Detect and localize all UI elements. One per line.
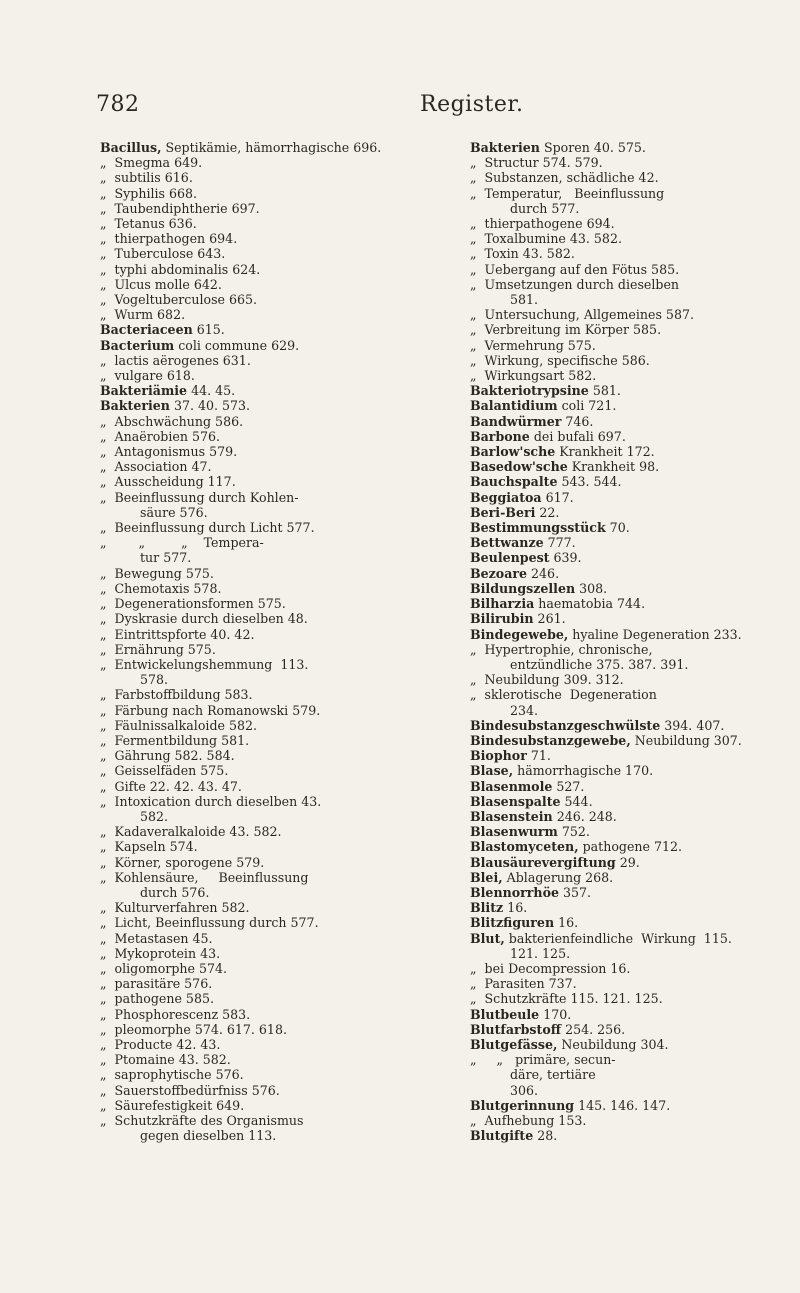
entry-headword: Bettwanze xyxy=(470,535,544,551)
index-subentry: „ vulgare 618. xyxy=(100,368,195,384)
entry-headword: Barlow'sche xyxy=(470,444,556,460)
entry-headword: Blutfarbstoff xyxy=(470,1021,562,1037)
index-subentry: „ Farbstoffbildung 583. xyxy=(100,687,253,703)
index-subentry: „ Untersuchung, Allgemeines 587. xyxy=(470,307,694,323)
index-continuation: entzündliche 375. 387. 391. xyxy=(510,656,689,672)
index-entry xyxy=(470,915,800,930)
index-entry xyxy=(470,459,800,474)
entry-headword: Bakteriotrypsine xyxy=(470,383,589,399)
index-entry xyxy=(470,1022,800,1037)
entry-headword: Blasenstein xyxy=(470,808,553,824)
index-entry xyxy=(470,581,800,596)
entry-text: 308. xyxy=(575,580,608,596)
entry-headword: Bauchspalte xyxy=(470,474,558,490)
index-entry xyxy=(470,763,800,778)
index-subentry: „ Chemotaxis 578. xyxy=(100,580,222,596)
index-subentry: „ Wirkung, specifische 586. xyxy=(470,352,650,368)
index-subentry: „ Mykoprotein 43. xyxy=(100,945,221,961)
entry-text: 617. xyxy=(541,489,574,505)
index-continuation: 578. xyxy=(140,672,169,688)
index-subentry: „ Vermehrung 575. xyxy=(470,337,596,353)
index-subentry: „ Beeinflussung durch Kohlen- xyxy=(100,489,299,505)
entry-headword: Blasenspalte xyxy=(470,793,561,809)
entry-text: coli 721. xyxy=(557,398,617,414)
index-subentry: „ Temperatur, Beeinflussung xyxy=(470,185,665,201)
entry-headword: Blut, xyxy=(470,930,505,946)
index-subentry: „ Bewegung 575. xyxy=(100,565,214,581)
index-subentry: „ Wirkungsart 582. xyxy=(470,368,597,384)
index-subentry: „ Kapseln 574. xyxy=(100,839,198,855)
index-entry xyxy=(470,140,800,155)
index-entry xyxy=(470,779,800,794)
index-subentry: „ bei Decompression 16. xyxy=(470,960,631,976)
entry-headword: Bakterien xyxy=(470,140,540,155)
index-subentry: „ Tuberculose 643. xyxy=(100,246,226,262)
index-subentry: „ Ulcus molle 642. xyxy=(100,276,222,292)
index-subentry: „ typhi abdominalis 624. xyxy=(100,261,261,277)
entry-text: 394. 407. xyxy=(660,717,725,733)
entry-headword: Blutbeule xyxy=(470,1006,540,1022)
entry-headword: Bestimmungsstück xyxy=(470,520,606,536)
entry-text: Krankheit 172. xyxy=(555,444,655,460)
index-subentry: „ Association 47. xyxy=(100,459,212,475)
entry-text: Krankheit 98. xyxy=(567,459,660,475)
entry-headword: Blitzfiguren xyxy=(470,915,555,931)
index-entry xyxy=(470,520,800,535)
entry-text: 70. xyxy=(605,520,630,536)
index-subentry: „ Ausscheidung 117. xyxy=(100,474,236,490)
entry-headword: Balantidium xyxy=(470,398,558,414)
index-entry xyxy=(470,931,800,946)
index-continuation: däre, tertiäre xyxy=(510,1067,596,1083)
index-subentry: „ sklerotische Degeneration xyxy=(470,687,657,703)
index-subentry: „ Anaërobien 576. xyxy=(100,428,220,444)
index-subentry: „ pleomorphe 574. 617. 618. xyxy=(100,1021,287,1037)
index-subentry: „ parasitäre 576. xyxy=(100,976,213,992)
entry-text: 544. xyxy=(560,793,593,809)
index-entry xyxy=(470,718,800,733)
index-entry xyxy=(470,1098,800,1113)
index-entry xyxy=(100,338,438,353)
entry-headword: Bacterium xyxy=(100,337,175,353)
index-subentry: „ thierpathogen 694. xyxy=(100,231,238,247)
index-subentry: „ Ptomaine 43. 582. xyxy=(100,1052,231,1068)
entry-text: 357. xyxy=(559,884,592,900)
index-subentry: „ Säurefestigkeit 649. xyxy=(100,1097,245,1113)
index-subentry: „ Färbung nach Romanowski 579. xyxy=(100,702,321,718)
index-subentry: „ Sauerstoffbedürfniss 576. xyxy=(100,1082,280,1098)
index-subentry: „ Geisselfäden 575. xyxy=(100,763,229,779)
index-subentry: „ Verbreitung im Körper 585. xyxy=(470,322,662,338)
entry-text: Sporen 40. 575. xyxy=(539,140,646,155)
entry-text: hämorrhagische 170. xyxy=(513,763,654,779)
entry-text: 261. xyxy=(533,611,566,627)
entry-text: 746. xyxy=(561,413,594,429)
index-entry xyxy=(470,794,800,809)
entry-headword: Barbone xyxy=(470,428,530,444)
index-subentry: „ Taubendiphtherie 697. xyxy=(100,200,260,216)
index-entry xyxy=(470,900,800,915)
index-entry xyxy=(470,429,800,444)
entry-headword: Blutgefässe, xyxy=(470,1036,558,1052)
index-subentry: „ subtilis 616. xyxy=(100,170,193,186)
index-entry xyxy=(470,566,800,581)
index-entry xyxy=(470,474,800,489)
entry-headword: Bindesubstanzgeschwülste xyxy=(470,717,661,733)
index-subentry: „ Umsetzungen durch dieselben xyxy=(470,276,680,292)
running-title: Register. xyxy=(420,92,524,117)
index-column-left xyxy=(100,140,438,1143)
index-continuation: durch 577. xyxy=(510,200,580,216)
index-subentry: „ Degenerationsformen 575. xyxy=(100,596,286,612)
index-continuation: 582. xyxy=(140,808,169,824)
index-subentry: „ Ernährung 575. xyxy=(100,641,216,657)
entry-text: 639. xyxy=(549,550,582,566)
index-subentry: „ Fermentbildung 581. xyxy=(100,732,250,748)
entry-headword: Blei, xyxy=(470,869,503,885)
entry-headword: Beggiatoa xyxy=(470,489,542,505)
index-subentry: „ Smegma 649. xyxy=(100,155,203,171)
index-entry xyxy=(100,140,438,155)
index-entry xyxy=(100,383,438,398)
entry-headword: Beri-Beri xyxy=(470,504,536,520)
entry-text: 170. xyxy=(539,1006,572,1022)
entry-headword: Blastomyceten, xyxy=(470,839,579,855)
index-subentry: „ Aufhebung 153. xyxy=(470,1113,587,1128)
entry-text: haematobia 744. xyxy=(534,596,646,612)
entry-text: 16. xyxy=(503,900,528,916)
index-subentry: „ Toxin 43. 582. xyxy=(470,246,575,262)
entry-headword: Bildungszellen xyxy=(470,580,576,596)
index-subentry: „ Kadaveralkaloide 43. 582. xyxy=(100,824,282,840)
index-subentry: „ saprophytische 576. xyxy=(100,1067,244,1083)
index-continuation: 234. xyxy=(510,702,539,718)
index-subentry: „ Tetanus 636. xyxy=(100,216,197,232)
index-entry xyxy=(470,550,800,565)
entry-text: 22. xyxy=(535,504,560,520)
index-subentry: „ Phosphorescenz 583. xyxy=(100,1006,251,1022)
index-entry xyxy=(470,748,800,763)
index-subentry: „ „ primäre, secun- xyxy=(470,1052,616,1068)
index-entry xyxy=(470,824,800,839)
entry-headword: Blasenwurm xyxy=(470,824,558,840)
entry-headword: Bezoare xyxy=(470,565,528,581)
index-continuation: tur 577. xyxy=(140,550,192,566)
entry-text: 527. xyxy=(552,778,585,794)
index-subentry: „ Dyskrasie durch dieselben 48. xyxy=(100,611,308,627)
index-subentry: „ Hypertrophie, chronische, xyxy=(470,641,653,657)
entry-headword: Blausäurevergiftung xyxy=(470,854,616,870)
index-subentry: „ Körner, sporogene 579. xyxy=(100,854,265,870)
index-continuation: säure 576. xyxy=(140,504,208,520)
index-continuation: 121. 125. xyxy=(510,945,571,961)
entry-text: pathogene 712. xyxy=(578,839,683,855)
index-subentry: „ Neubildung 309. 312. xyxy=(470,672,624,688)
entry-headword: Bakteriämie xyxy=(100,383,188,399)
index-subentry: „ Kulturverfahren 582. xyxy=(100,900,250,916)
index-subentry: „ Metastasen 45. xyxy=(100,930,213,946)
index-entry xyxy=(470,596,800,611)
entry-text: 543. 544. xyxy=(557,474,622,490)
entry-text: hyaline Degeneration 233. xyxy=(568,626,742,642)
index-subentry: „ Structur 574. 579. xyxy=(470,155,603,171)
entry-text: 246. 248. xyxy=(552,808,617,824)
index-subentry: „ pathogene 585. xyxy=(100,991,214,1007)
index-entry xyxy=(470,414,800,429)
index-entry xyxy=(470,627,800,642)
entry-headword: Basedow'sche xyxy=(470,459,568,475)
index-continuation: gegen dieselben 113. xyxy=(140,1128,277,1144)
index-subentry: „ Eintrittspforte 40. 42. xyxy=(100,626,255,642)
index-subentry: „ Antagonismus 579. xyxy=(100,444,238,460)
index-subentry: „ Licht, Beeinflussung durch 577. xyxy=(100,915,319,931)
entry-text: 581. xyxy=(588,383,621,399)
index-entry xyxy=(100,322,438,337)
entry-text: 28. xyxy=(533,1128,558,1144)
entry-headword: Blitz xyxy=(470,900,504,916)
index-subentry: „ oligomorphe 574. xyxy=(100,960,228,976)
entry-headword: Bindesubstanzgewebe, xyxy=(470,732,631,748)
entry-text: 29. xyxy=(615,854,640,870)
index-entry xyxy=(470,398,800,413)
entry-text: coli commune 629. xyxy=(174,337,300,353)
index-entry xyxy=(470,1128,800,1143)
index-subentry: „ Wurm 682. xyxy=(100,307,186,323)
index-subentry: „ Substanzen, schädliche 42. xyxy=(470,170,659,186)
index-subentry: „ Kohlensäure, Beeinflussung xyxy=(100,869,309,885)
entry-headword: Bilharzia xyxy=(470,596,535,612)
index-entry xyxy=(100,398,438,413)
entry-text: 71. xyxy=(526,748,551,764)
entry-text: 145. 146. 147. xyxy=(574,1097,671,1113)
page-number: 782 xyxy=(96,92,140,117)
index-column-right xyxy=(470,140,800,1143)
index-continuation: 581. xyxy=(510,292,539,308)
index-subentry: „ Intoxication durch dieselben 43. xyxy=(100,793,322,809)
index-subentry: „ thierpathogene 694. xyxy=(470,216,615,232)
entry-text: 246. xyxy=(527,565,560,581)
entry-headword: Bilirubin xyxy=(470,611,534,627)
index-continuation: 306. xyxy=(510,1082,539,1098)
index-subentry: „ Syphilis 668. xyxy=(100,185,198,201)
entry-text: 615. xyxy=(192,322,225,338)
entry-headword: Bindegewebe, xyxy=(470,626,569,642)
page-header xyxy=(0,0,800,120)
index-entry xyxy=(470,1037,800,1052)
index-subentry: „ Uebergang auf den Fötus 585. xyxy=(470,261,680,277)
entry-text: 777. xyxy=(543,535,576,551)
entry-text: Septikämie, hämorrhagische 696. xyxy=(161,140,382,155)
index-entry xyxy=(470,535,800,550)
entry-text: Ablagerung 268. xyxy=(502,869,614,885)
entry-text: 254. 256. xyxy=(561,1021,626,1037)
entry-headword: Blutgerinnung xyxy=(470,1097,575,1113)
index-entry xyxy=(470,885,800,900)
entry-headword: Bacteriaceen xyxy=(100,322,193,338)
index-subentry: „ Schutzkräfte 115. 121. 125. xyxy=(470,991,663,1007)
index-subentry: „ Fäulnissalkaloide 582. xyxy=(100,717,257,733)
index-subentry: „ Gährung 582. 584. xyxy=(100,748,235,764)
entry-text: dei bufali 697. xyxy=(529,428,626,444)
index-entry xyxy=(470,505,800,520)
entry-text: 44. 45. xyxy=(187,383,236,399)
index-subentry: „ Abschwächung 586. xyxy=(100,413,244,429)
index-entry xyxy=(470,611,800,626)
index-subentry: „ lactis aërogenes 631. xyxy=(100,352,251,368)
entry-headword: Biophor xyxy=(470,748,527,764)
index-subentry: „ Schutzkräfte des Organismus xyxy=(100,1113,304,1128)
entry-headword: Blutgifte xyxy=(470,1128,534,1144)
index-entry xyxy=(470,383,800,398)
entry-headword: Bacillus, xyxy=(100,140,162,155)
entry-text: 16. xyxy=(554,915,579,931)
index-subentry: „ Vogeltuberculose 665. xyxy=(100,292,258,308)
index-subentry: „ Producte 42. 43. xyxy=(100,1036,221,1052)
index-subentry: „ Beeinflussung durch Licht 577. xyxy=(100,520,315,536)
index-entry xyxy=(470,733,800,748)
entry-headword: Bakterien xyxy=(100,398,170,414)
index-subentry: „ „ „ Tempera- xyxy=(100,535,264,551)
index-entry xyxy=(470,490,800,505)
entry-headword: Beulenpest xyxy=(470,550,550,566)
index-subentry: „ Parasiten 737. xyxy=(470,976,577,992)
entry-headword: Bandwürmer xyxy=(470,413,562,429)
index-entry xyxy=(470,444,800,459)
entry-text: 752. xyxy=(557,824,590,840)
index-entry xyxy=(470,839,800,854)
index-entry xyxy=(470,1007,800,1022)
entry-text: bakterienfeindliche Wirkung 115. xyxy=(504,930,732,946)
index-continuation: durch 576. xyxy=(140,884,210,900)
index-subentry: „ Gifte 22. 42. 43. 47. xyxy=(100,778,242,794)
index-entry xyxy=(470,870,800,885)
index-entry xyxy=(470,855,800,870)
entry-text: 37. 40. 573. xyxy=(169,398,251,414)
entry-text: Neubildung 307. xyxy=(630,732,742,748)
entry-headword: Blase, xyxy=(470,763,514,779)
entry-text: Neubildung 304. xyxy=(557,1036,669,1052)
index-subentry: „ Entwickelungshemmung 113. xyxy=(100,656,309,672)
index-entry xyxy=(470,809,800,824)
index-subentry: „ Toxalbumine 43. 582. xyxy=(470,231,622,247)
entry-headword: Blennorrhöe xyxy=(470,884,559,900)
entry-headword: Blasenmole xyxy=(470,778,553,794)
